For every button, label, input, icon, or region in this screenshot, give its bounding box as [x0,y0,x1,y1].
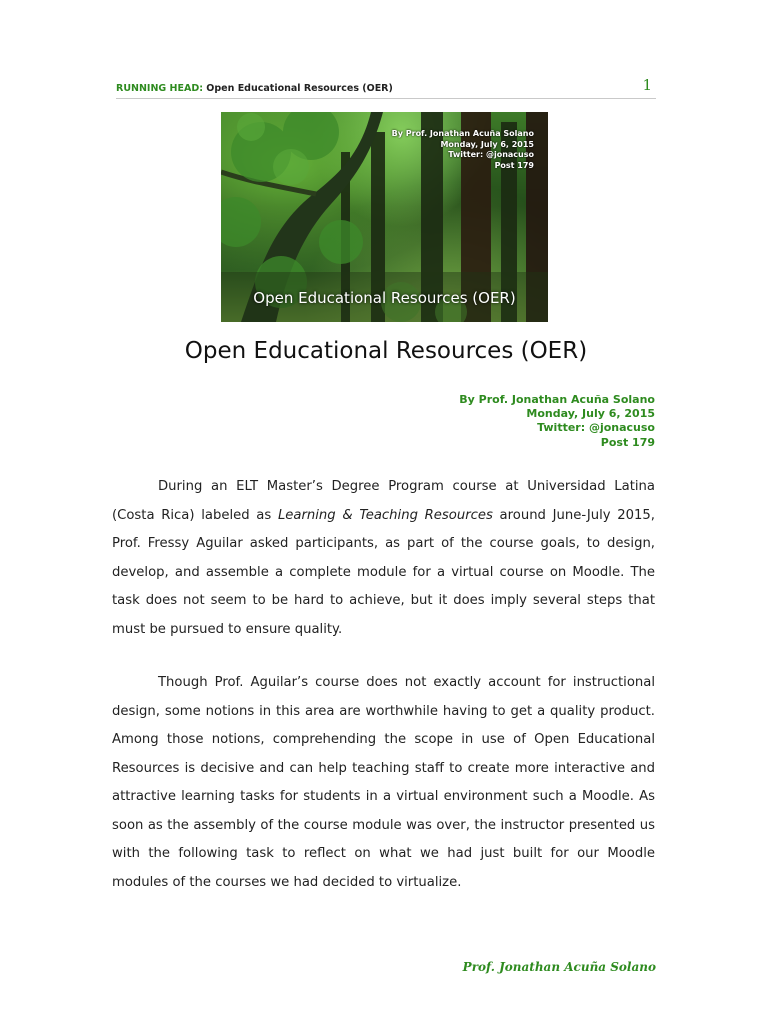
banner-title: Open Educational Resources (OER) [253,289,516,307]
running-header [116,78,656,99]
byline-twitter: Twitter: @jonacuso [537,421,655,435]
paragraph-1 [112,473,655,644]
course-title-italic: Learning & Teaching Resources [277,507,493,523]
running-head-label: RUNNING HEAD: [116,83,203,94]
banner-byline [392,129,534,171]
running-head [116,83,393,94]
byline-author: By Prof. Jonathan Acuña Solano [459,393,655,406]
banner-byline-post: Post 179 [494,160,534,170]
byline-date: Monday, July 6, 2015 [526,407,655,421]
byline-post: Post 179 [600,435,655,449]
banner-byline-twitter: Twitter: @jonacuso [448,150,534,159]
footer-signature: Prof. Jonathan Acuña Solano [462,960,656,974]
paragraph-2-text: Though Prof. Aguilar’s course does not exactly account for instructional design, some notions in this area are worthwhile having to get a quality product. Among those notions, comprehending the scope in use of Open Educational Resources is decisive and can help teaching staff to create more interactive and attractive learning tasks for students in a virtual environment such a Moodle. As soon as the assembly of the course module was over, the instructor presented us with the following task to reflect on what we had just built for our Moodle modules of the courses we had decided to virtualize. [112,675,655,890]
running-head-text: Open Educational Resources (OER) [203,83,393,94]
banner-byline-date: Monday, July 6, 2015 [440,139,534,149]
paragraph-2 [112,669,655,897]
banner-image [221,112,548,322]
paragraph-1-text-a: During an ELT Master’s Degree Program course at Universidad Latina (Costa Rica) labeled as [112,479,655,523]
author-byline [459,393,655,450]
paragraph-1-text-b: around June-July 2015, Prof. Fressy Aguilar asked participants, as part of the course goals, to design, develop, and assemble a complete module for a virtual course on Moodle. The task does not seem to be hard to achieve, but it does imply several steps that must be pursued to ensure quality. [112,507,655,637]
page-number: 1 [642,76,652,94]
banner-byline-author: By Prof. Jonathan Acuña Solano [391,129,534,138]
page-title: Open Educational Resources (OER) [184,338,588,364]
